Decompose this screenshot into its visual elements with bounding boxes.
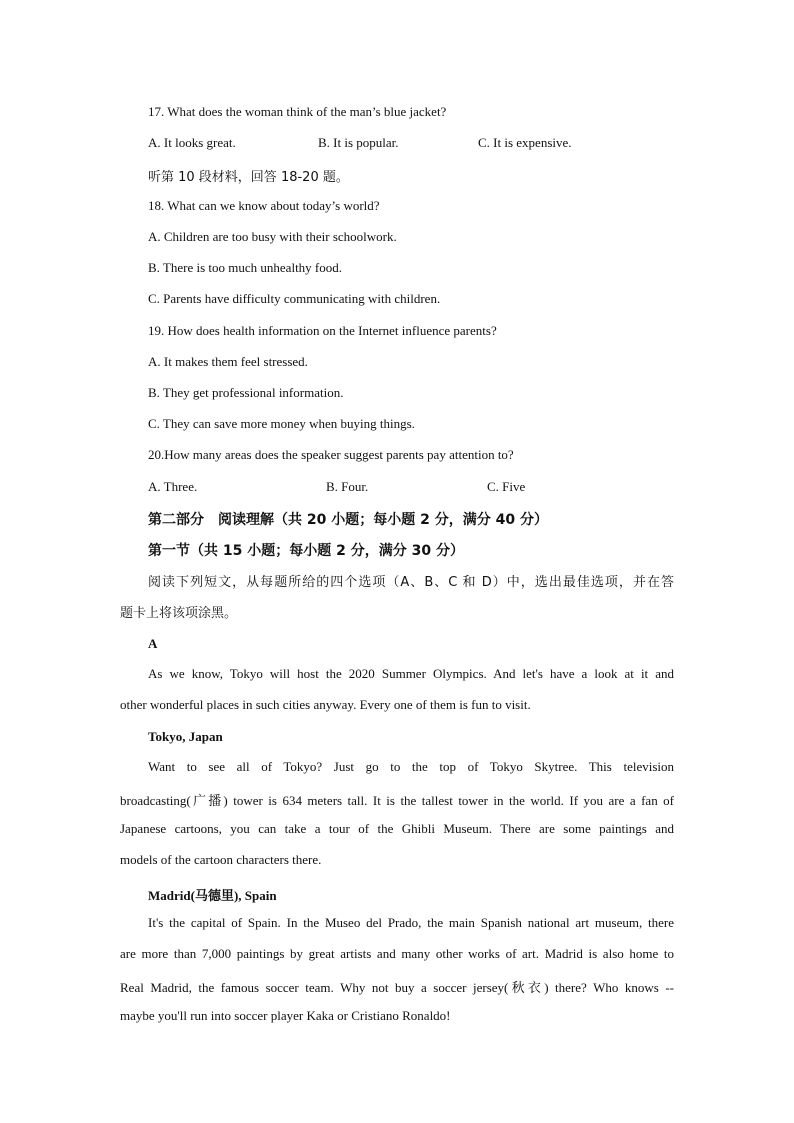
part2-heading: 第二部分 阅读理解（共 20 小题；每小题 2 分，满分 40 分） bbox=[148, 512, 548, 528]
q17-option-a: A. It looks great. bbox=[148, 135, 236, 150]
madrid-line-4: maybe you'll run into soccer player Kaka or Cristiano Ronaldo! bbox=[120, 1008, 451, 1023]
q18-option-a: A. Children are too busy with their schoolwork. bbox=[148, 229, 397, 244]
section-10-instruction: 听第 10 段材料，回答 18-20 题。 bbox=[148, 170, 349, 185]
q17-option-c: C. It is expensive. bbox=[478, 135, 572, 150]
q19-option-c: C. They can save more money when buying things. bbox=[148, 416, 415, 431]
tokyo-title: Tokyo, Japan bbox=[148, 729, 223, 744]
madrid-paragraph bbox=[120, 915, 674, 1025]
q20-option-a: A. Three. bbox=[148, 479, 198, 494]
madrid-line-1: It's the capital of Spain. In the Museo del Prado, the main Spanish national art museum, there bbox=[148, 915, 674, 930]
q20-option-c: C. Five bbox=[487, 479, 526, 494]
q19-option-a: A. It makes them feel stressed. bbox=[148, 354, 308, 369]
tokyo-line-2: broadcasting(广播) tower is 634 meters tall. It is the tallest tower in the world. If you are a fan of bbox=[120, 793, 674, 808]
tokyo-line-1: Want to see all of Tokyo? Just go to the top of Tokyo Skytree. This television bbox=[148, 759, 674, 774]
reading-instructions bbox=[120, 571, 674, 621]
instructions-line-1: 阅读下列短文，从每题所给的四个选项（A、B、C 和 D）中，选出最佳选项，并在答 bbox=[148, 575, 674, 590]
intro-line-1: As we know, Tokyo will host the 2020 Summer Olympics. And let's have a look at it and bbox=[148, 666, 674, 681]
madrid-title: Madrid(马德里), Spain bbox=[148, 888, 277, 903]
intro-line-2: other wonderful places in such cities anyway. Every one of them is fun to visit. bbox=[120, 697, 531, 712]
section1-heading: 第一节（共 15 小题；每小题 2 分，满分 30 分） bbox=[148, 543, 464, 559]
passage-intro bbox=[120, 666, 674, 716]
tokyo-paragraph bbox=[120, 759, 674, 869]
q18-option-c: C. Parents have difficulty communicating with children. bbox=[148, 291, 441, 306]
tokyo-line-4: models of the cartoon characters there. bbox=[120, 852, 322, 867]
madrid-line-2: are more than 7,000 paintings by great artists and many other works of art. Madrid is also home to bbox=[120, 946, 674, 961]
q20-option-b: B. Four. bbox=[326, 479, 369, 494]
question-18: 18. What can we know about today’s world? bbox=[148, 198, 380, 213]
madrid-line-3: Real Madrid, the famous soccer team. Why not buy a soccer jersey(秋衣) there? Who knows -- bbox=[120, 980, 674, 995]
tokyo-line-3: Japanese cartoons, you can take a tour of the Ghibli Museum. There are some paintings and bbox=[120, 821, 674, 836]
q19-option-b: B. They get professional information. bbox=[148, 385, 344, 400]
question-19: 19. How does health information on the Internet influence parents? bbox=[148, 323, 497, 338]
q18-option-b: B. There is too much unhealthy food. bbox=[148, 260, 343, 275]
instructions-line-2: 题卡上将该项涂黑。 bbox=[120, 606, 238, 621]
question-17: 17. What does the woman think of the man’s blue jacket? bbox=[148, 104, 447, 119]
question-20: 20.How many areas does the speaker suggest parents pay attention to? bbox=[148, 447, 514, 462]
passage-label: A bbox=[148, 636, 158, 651]
q17-option-b: B. It is popular. bbox=[318, 135, 399, 150]
